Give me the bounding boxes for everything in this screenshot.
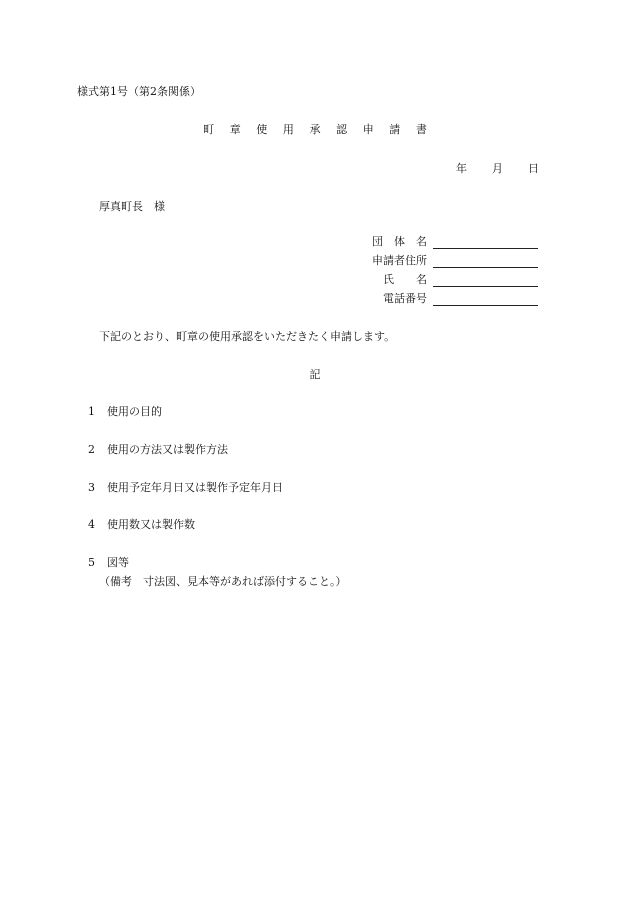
field-phone-number [372,293,540,307]
date-month-label: 月 [492,162,503,175]
list-item [88,482,283,493]
field-blank-line[interactable] [433,305,538,306]
date-year-label: 年 [456,162,467,175]
field-blank-line[interactable] [433,248,538,249]
date-day-label: 日 [528,162,539,175]
ki-heading: 記 [309,368,321,381]
field-group-name [372,236,540,250]
field-label: 申請者住所 [372,254,427,267]
item-label: 使用の目的 [107,405,162,418]
item-number: 2 [88,443,95,456]
item-label: 使用の方法又は製作方法 [107,443,228,456]
item-label: 図等 [107,556,129,569]
remarks-note: （備考 寸法図、見本等があれば添付すること。） [99,575,347,588]
item-number: 4 [88,518,95,531]
item-number: 1 [88,405,95,418]
form-number: 様式第1号（第2条関係） [77,85,201,98]
addressee: 厚真町長 様 [99,200,165,213]
field-label: 団 体 名 [372,235,427,248]
field-blank-line[interactable] [433,286,538,287]
field-blank-line[interactable] [433,267,538,268]
item-label: 使用数又は製作数 [107,518,195,531]
field-label: 氏 名 [372,273,427,286]
list-item [88,519,195,530]
intro-text: 下記のとおり、町章の使用承認をいただきたく申請します。 [99,330,396,343]
item-number: 3 [88,481,95,494]
item-label: 使用予定年月日又は製作予定年月日 [107,481,283,494]
field-applicant-address [372,255,540,269]
item-number: 5 [88,556,95,569]
document-title: 町 章 使 用 承 認 申 請 書 [203,123,433,136]
field-name [372,274,540,288]
list-item [88,557,129,568]
field-label: 電話番号 [372,292,427,305]
list-item [88,406,162,417]
list-item [88,444,228,455]
